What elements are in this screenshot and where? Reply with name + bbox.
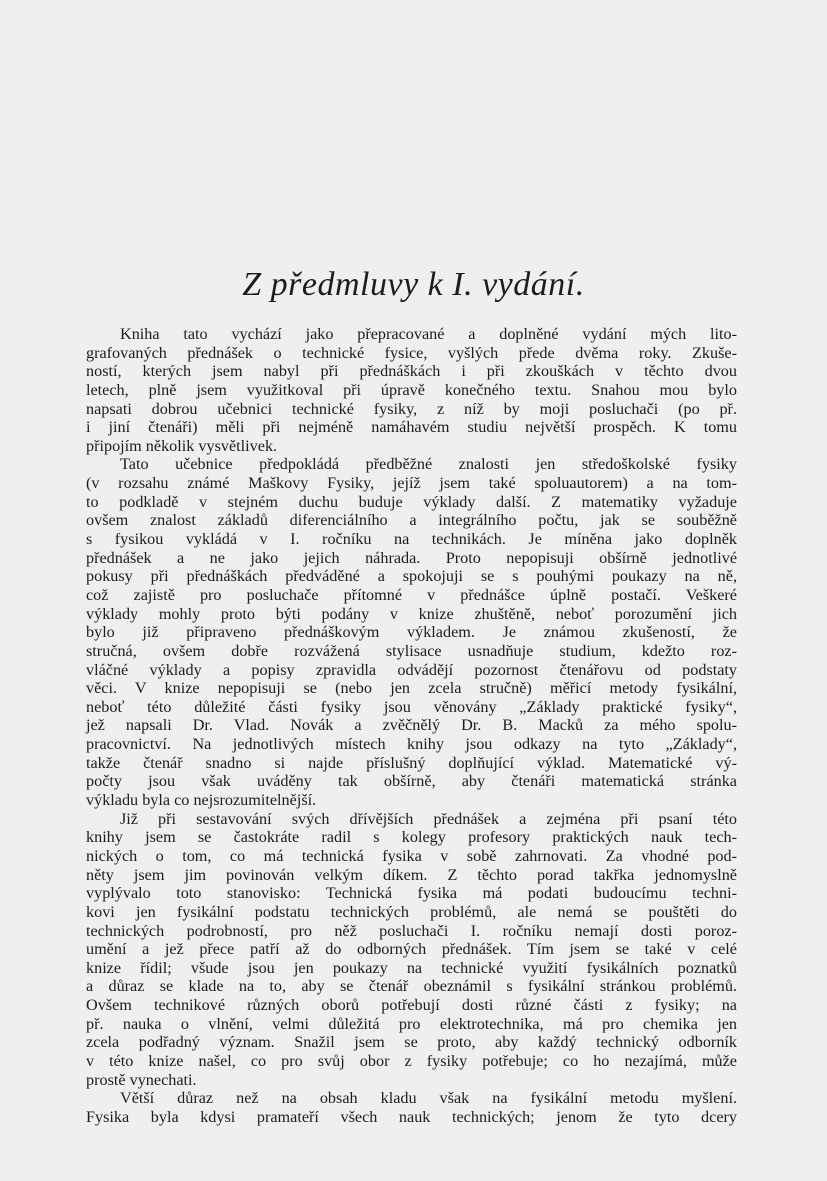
page-title: Z předmluvy k I. vydání. bbox=[242, 266, 585, 303]
text-line: výklady mohly proto býti podány v knize zhuštěně, neboť porozumění jich bbox=[86, 604, 737, 623]
text-line: počty jsou však uváděny tak obšírně, aby čtenáři matematická stránka bbox=[86, 772, 737, 791]
text-line: umění a jež přece patří až do odborných přednášek. Tím jsem se také v celé bbox=[86, 940, 737, 959]
text-line: prostě vynechati. bbox=[86, 1070, 197, 1089]
text-line: i jiní čtenáři) měli při nejméně namáhavém studiu největší prospěch. K tomu bbox=[86, 418, 737, 437]
text-line: kovi jen fysikální podstatu technických problémů, ale nemá se pouštěti do bbox=[86, 902, 737, 921]
text-line: letech, plně jsem využitkoval při úpravě konečného textu. Snahou mou bylo bbox=[86, 380, 737, 399]
text-line: zcela podřadný význam. Snažil jsem se proto, aby každý technický odborník bbox=[86, 1033, 737, 1052]
text-line: v této knize našel, co pro svůj obor z fysiky potřebuje; co ho nezajímá, může bbox=[86, 1051, 737, 1070]
text-line: napsati dobrou učebnici technické fysiky, z níž by moji posluchači (po př. bbox=[86, 399, 737, 418]
text-line: vláčné výklady a popisy zpravidla odvádějí pozornost čtenářovu od podstaty bbox=[86, 660, 737, 679]
text-line: Fysika byla kdysi pramateří všech nauk technických; jenom že tyto dcery bbox=[86, 1107, 737, 1126]
text-line: grafovaných přednášek o technické fysice, vyšlých přede dvěma roky. Zkuše- bbox=[86, 343, 737, 362]
text-line: technických podrobností, pro něž posluchači I. ročníku nemají dosti poroz- bbox=[86, 921, 737, 940]
text-line: př. nauka o vlnění, velmi důležitá pro elektrotechnika, má pro chemika jen bbox=[86, 1014, 737, 1033]
text-line: ností, kterých jsem nabyl při přednáškách i při zkouškách v těchto dvou bbox=[86, 362, 737, 381]
text-line: vyplývalo toto stanovisko: Technická fysika má podati budoucímu techni- bbox=[86, 884, 737, 903]
text-line: věci. V knize nepopisuji se (nebo jen zcela stručně) měřicí metody fysikální, bbox=[86, 679, 737, 698]
text-line: což zajistě pro posluchače přítomné v přednášce úplně postačí. Veškeré bbox=[86, 585, 737, 604]
text-line: takže čtenář snadno si najde příslušný doplňující výklad. Matematické vý- bbox=[86, 753, 737, 772]
text-line: něty jsem jim povinován velkým díkem. Z těchto porad takřka jednomyslně bbox=[86, 865, 737, 884]
text-line: s fysikou vykládá v I. ročníku na technikách. Je míněna jako doplněk bbox=[86, 530, 737, 549]
text-line: přednášek a ne jako jejich náhrada. Proto nepopisuji obšírně jednotlivé bbox=[86, 548, 737, 567]
preface-text bbox=[86, 325, 737, 1127]
text-line: knihy jsem se častokráte radil s kolegy profesory praktických nauk tech- bbox=[86, 828, 737, 847]
text-line: a důraz se klade na to, aby se čtenář obeznámil s fysikální stránkou problémů. bbox=[86, 977, 737, 996]
text-line: (v rozsahu známé Maškovy Fysiky, jejíž jsem také spoluautorem) a na tom- bbox=[86, 474, 737, 493]
text-line: pracovnictví. Na jednotlivých místech knihy jsou odkazy na tyto „Základy“, bbox=[86, 735, 737, 754]
text-line: Tato učebnice předpokládá předběžné znalosti jen středoškolské fysiky bbox=[120, 455, 737, 474]
text-line: stručná, ovšem dobře rozvážená stylisace usnadňuje studium, kdežto roz- bbox=[86, 641, 737, 660]
text-line: neboť této důležité části fysiky jsou věnovány „Základy praktické fysiky“, bbox=[86, 697, 737, 716]
text-line: knize řídil; všude jsou jen poukazy na technické využití fysikálních poznatků bbox=[86, 958, 737, 977]
text-line: Již při sestavování svých dřívějších přednášek a zejména při psaní této bbox=[120, 809, 737, 828]
text-line: výkladu byla co nejsrozumitelnější. bbox=[86, 791, 317, 810]
text-line: to podkladě v stejném duchu buduje výklady další. Z matematiky vyžaduje bbox=[86, 492, 737, 511]
text-line: Ovšem technikové různých oborů potřebují dosti různé části z fysiky; na bbox=[86, 996, 737, 1015]
text-line: ovšem znalost základů diferenciálního a integrálního počtu, jak se souběžně bbox=[86, 511, 737, 530]
text-line: bylo již připraveno přednáškovým výkladem. Je známou zkušeností, že bbox=[86, 623, 737, 642]
text-line: jež napsali Dr. Vlad. Novák a zvěčnělý Dr. B. Macků za mého spolu- bbox=[86, 716, 737, 735]
text-line: nických o tom, co má technická fysika v sobě zahrnovati. Za vhodné pod- bbox=[86, 846, 737, 865]
text-line: Kniha tato vychází jako přepracované a doplněné vydání mých lito- bbox=[120, 325, 737, 343]
text-line: připojím několik vysvětlivek. bbox=[86, 436, 278, 455]
text-line: Větší důraz než na obsah kladu však na fysikální metodu myšlení. bbox=[120, 1089, 737, 1108]
text-line: pokusy při přednáškách předváděné a spokojuji se s pouhými poukazy na ně, bbox=[86, 567, 737, 586]
